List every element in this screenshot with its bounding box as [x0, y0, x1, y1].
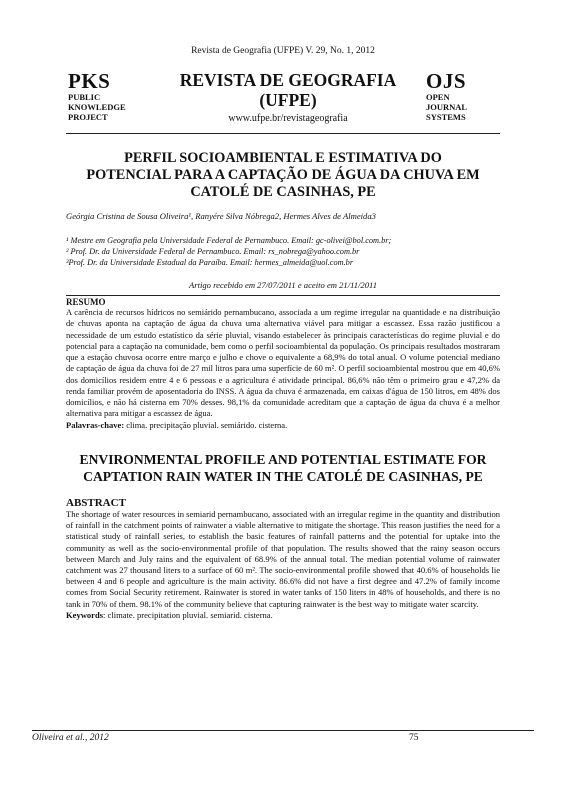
running-head: Revista de Geografia (UFPE) V. 29, No. 1, 2012 — [191, 46, 375, 56]
abstract-keywords-label: Keywords — [66, 609, 104, 620]
received-date: Artigo recebido em 27/07/2011 e aceito em 21/11/2011 — [189, 280, 377, 290]
ojs-line3: SYSTEMS — [426, 112, 466, 122]
footer-citation: Oliveira et al., 2012 — [32, 733, 109, 743]
resumo-heading: RESUMO — [66, 297, 106, 307]
page-number: 75 — [409, 733, 419, 743]
resumo-text: A carência de recursos hídricos no semiárido pernambucano, associada a um regime irregular na quantidade e na distribuição de chuvas aponta na captação de água da chuva uma alternativa viável para mitigar a escassez. Essa razão justificou a necessidade de um estudo estatístico da série pluvial, visando estabelecer às principais características do regime pluvial e do potencial para a captação na comunidade, bem como o perfil socioambiental da população. Os principais resultados mostraram que a estação chuvosa ocorre entre março e julho e chove o equivalente a 68,9% do total anual. O volume potencial mediano de captação de água da chuva foi de 27 mil litros para uma superfície de 60 m². O perfil socioambiental mostrou que em 40,6% dos domicílios residem entre 4 e 6 pessoas e a agricultura é atividade principal. 86,6% não têm o primeiro grau e 47,2% da renda familiar provém de aposentadoria do INSS. A água da chuva é armazenada, em caixas d'água de 150 litros, em 48% dos domicílios, e não há cisterna em 70% desses. 98,1% da comunidade acreditam que a captação de água da chuva é a melhor alternativa para mitigar a escassez de água. — [66, 307, 500, 419]
journal-url[interactable]: www.ufpe.br/revistageografia — [228, 113, 348, 124]
journal-masthead — [68, 70, 498, 132]
affiliations — [66, 235, 500, 268]
abstract-body — [66, 509, 500, 621]
resumo-body — [66, 307, 500, 431]
affiliation-3: ³Prof. Dr. da Universidade Estadual da Paraíba. Email: hermes_almeida@uol.com.br — [66, 258, 354, 267]
pkp-line2: KNOWLEDGE — [68, 102, 126, 112]
pkp-line1: PUBLIC — [68, 92, 101, 102]
title-pt-line1: PERFIL SOCIOAMBIENTAL E ESTIMATIVA DO — [124, 150, 442, 166]
ojs-logo — [426, 70, 506, 122]
resumo-keywords-label: Palavras-chave: — [66, 419, 125, 430]
resumo-keywords — [66, 420, 500, 431]
journal-name-line1: REVISTA DE GEOGRAFIA — [179, 70, 397, 90]
header-rule — [66, 133, 500, 134]
pkp-line3: PROJECT — [68, 112, 108, 122]
journal-name-line2: (UFPE) — [259, 90, 317, 110]
resumo-keywords-list: clima. precipitação pluvial. semiárido. cisterna. — [124, 419, 288, 430]
affiliation-2: ² Prof. Dr. da Universidade Federal de Pernambuco. Email: rs_nobrega@yahoo.com.br — [66, 247, 360, 256]
article-title-en — [66, 452, 500, 485]
abstract-keywords-list: : climate. precipitation pluvial. semiarid. cisterna. — [103, 609, 273, 620]
pkp-abbr: PKS — [68, 69, 111, 93]
journal-title-block — [163, 70, 413, 124]
abstract-heading: ABSTRACT — [66, 497, 126, 509]
title-en-line1: ENVIRONMENTAL PROFILE AND POTENTIAL ESTIMATE FOR — [79, 452, 487, 467]
abstract-text: The shortage of water resources in semiarid pernambucano, associated with an irregular regime in the quantity and distribution of rainfall in the catchment points of rainwater a viable alternative to mitigate the shortage. This reason justifies the need for a statistical study of rainfall series, to establish the basic features of rainfall patterns and the potential for uptake into the community as well as the socio-environmental profile of that population. The results showed that the rainy season occurs between March and July rains and the equivalent of 68.9% of the annual total. The median potential volume of rainwater catchment was 27 thousand liters to a surface of 60 m². The socio-environmental profile showed that 40.6% of households lie between 4 and 6 people and agriculture is the main activity. 86.6% did not have a first degree and 47.2% of family income comes from Social Security retirement. Rainwater is stored in water tanks of 150 liters in 48% of households, and there is no tank in 70% of them. 98.1% of the community believe that capturing rainwater is the best way to mitigate water scarcity. — [66, 509, 500, 609]
title-pt-line3: CATOLÉ DE CASINHAS, PE — [190, 184, 376, 200]
title-pt-line2: POTENCIAL PARA A CAPTAÇÃO DE ÁGUA DA CHUVA EM — [86, 167, 480, 183]
affiliation-1: ¹ Mestre em Geografia pela Universidade Federal de Pernambuco. Email: gc-olivei@bol.com.br; — [66, 236, 392, 245]
pkp-logo — [68, 70, 148, 122]
authors: Geórgia Cristina de Sousa Oliveira¹, Ranyére Silva Nóbrega2, Hermes Alves de Almeida3 — [66, 211, 376, 221]
title-en-line2: CAPTATION RAIN WATER IN THE CATOLÉ DE CASINHAS, PE — [83, 468, 483, 484]
ojs-abbr: OJS — [426, 69, 467, 93]
abstract-keywords — [66, 610, 500, 621]
resumo-rule — [66, 295, 500, 296]
article-title-pt — [66, 150, 500, 201]
footer-rule — [32, 730, 534, 731]
ojs-line2: JOURNAL — [426, 102, 468, 112]
ojs-line1: OPEN — [426, 92, 450, 102]
